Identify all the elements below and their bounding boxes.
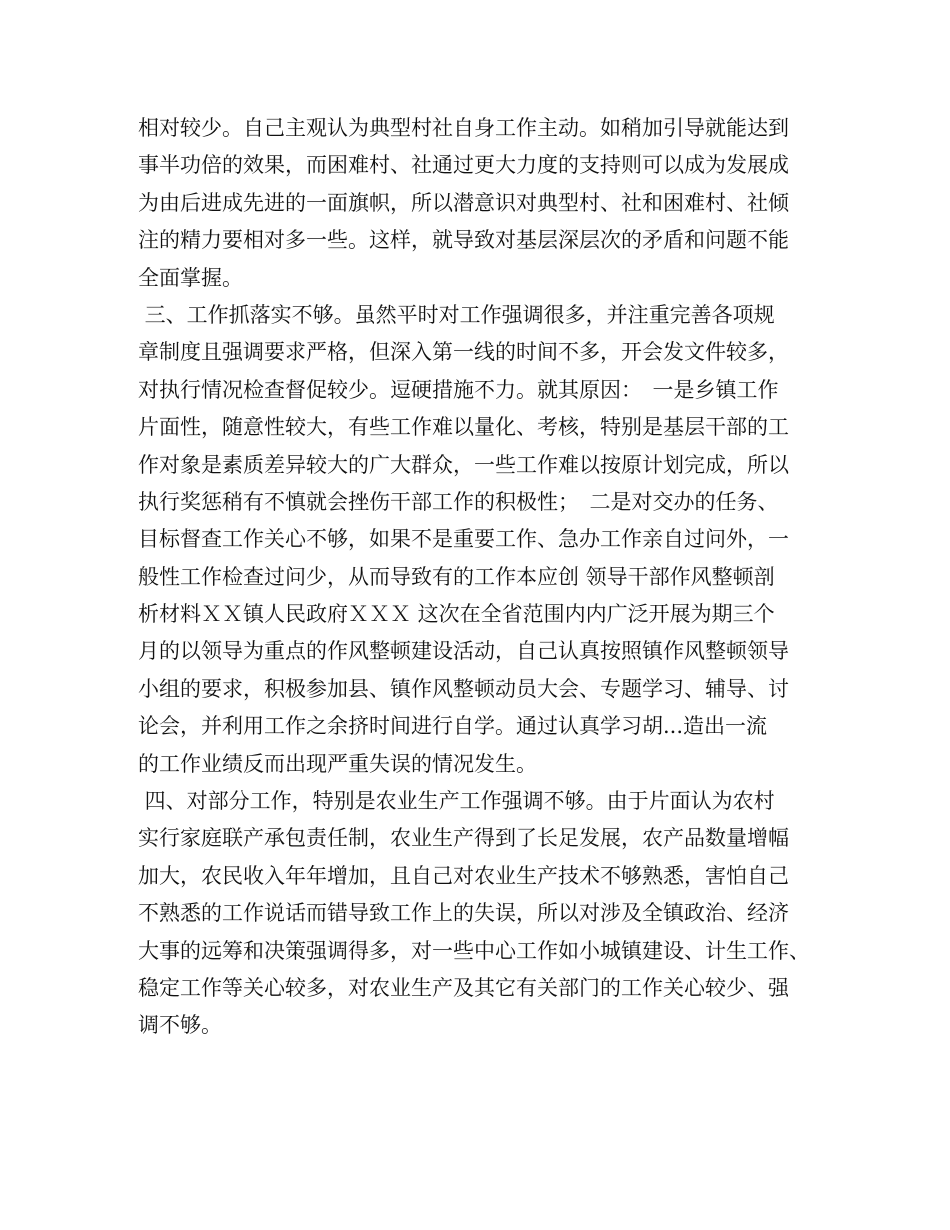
text-line: 小组的要求，积极参加县、镇作风整顿动员大会、专题学习、辅导、讨 <box>138 676 789 701</box>
text-line: 加大，农民收入年年增加，且自己对农业生产技术不够熟悉，害怕自己 <box>138 863 789 888</box>
text-line: 为由后进成先进的一面旗帜，所以潜意识对典型村、社和困难村、社倾 <box>138 190 789 215</box>
text-line: 稳定工作等关心较多，对农业生产及其它有关部门的工作关心较少、强 <box>138 975 789 1000</box>
text-line: 般性工作检查过问少，从而导致有的工作本应创 领导干部作风整顿剖 <box>138 564 775 589</box>
text-line: 的工作业绩反而出现严重失误的情况发生。 <box>138 751 537 776</box>
text-line: 作对象是素质差异较大的广大群众，一些工作难以按原计划完成，所以 <box>138 452 789 477</box>
text-line: 析材料ＸＸ镇人民政府ＸＸＸ 这次在全省范围内内广泛开展为期三个 <box>138 602 775 627</box>
section-three-heading-line: 三、工作抓落实不够。虽然平时对工作强调很多，并注重完善各项规 <box>138 302 775 327</box>
text-line: 注的精力要相对多一些。这样，就导致对基层深层次的矛盾和问题不能 <box>138 228 789 253</box>
text-line: 大事的远筹和决策强调得多，对一些中心工作如小城镇建设、计生工作、 <box>138 938 810 963</box>
text-line: 不熟悉的工作说话而错导致工作上的失误，所以对涉及全镇政治、经济 <box>138 901 789 926</box>
text-line: 对执行情况检查督促较少。逗硬措施不力。就其原因： 一是乡镇工作 <box>138 377 779 402</box>
text-line: 全面掌握。 <box>138 265 243 290</box>
text-line: 实行家庭联产承包责任制，农业生产得到了长足发展，农产品数量增幅 <box>138 826 789 851</box>
text-line: 论会，并利用工作之余挤时间进行自学。通过认真学习胡...造出一流 <box>138 714 768 739</box>
text-line: 调不够。 <box>138 1013 222 1038</box>
text-line: 章制度且强调要求严格，但深入第一线的时间不多，开会发文件较多， <box>138 340 789 365</box>
text-line: 相对较少。自己主观认为典型村社自身工作主动。如稍加引导就能达到 <box>138 116 789 140</box>
text-line: 片面性，随意性较大，有些工作难以量化、考核，特别是基层干部的工 <box>138 415 789 440</box>
text-line: 事半功倍的效果，而困难村、社通过更大力度的支持则可以成为发展成 <box>138 153 789 178</box>
text-line: 目标督查工作关心不够，如果不是重要工作、急办工作亲自过问外，一 <box>138 527 789 552</box>
text-line: 月的以领导为重点的作风整顿建设活动，自己认真按照镇作风整顿领导 <box>138 639 789 664</box>
text-line: 执行奖惩稍有不慎就会挫伤干部工作的积极性； 二是对交办的任务、 <box>138 489 779 514</box>
body-text <box>138 110 838 1045</box>
section-four-heading-line: 四、对部分工作，特别是农业生产工作强调不够。由于片面认为农村 <box>138 789 775 814</box>
